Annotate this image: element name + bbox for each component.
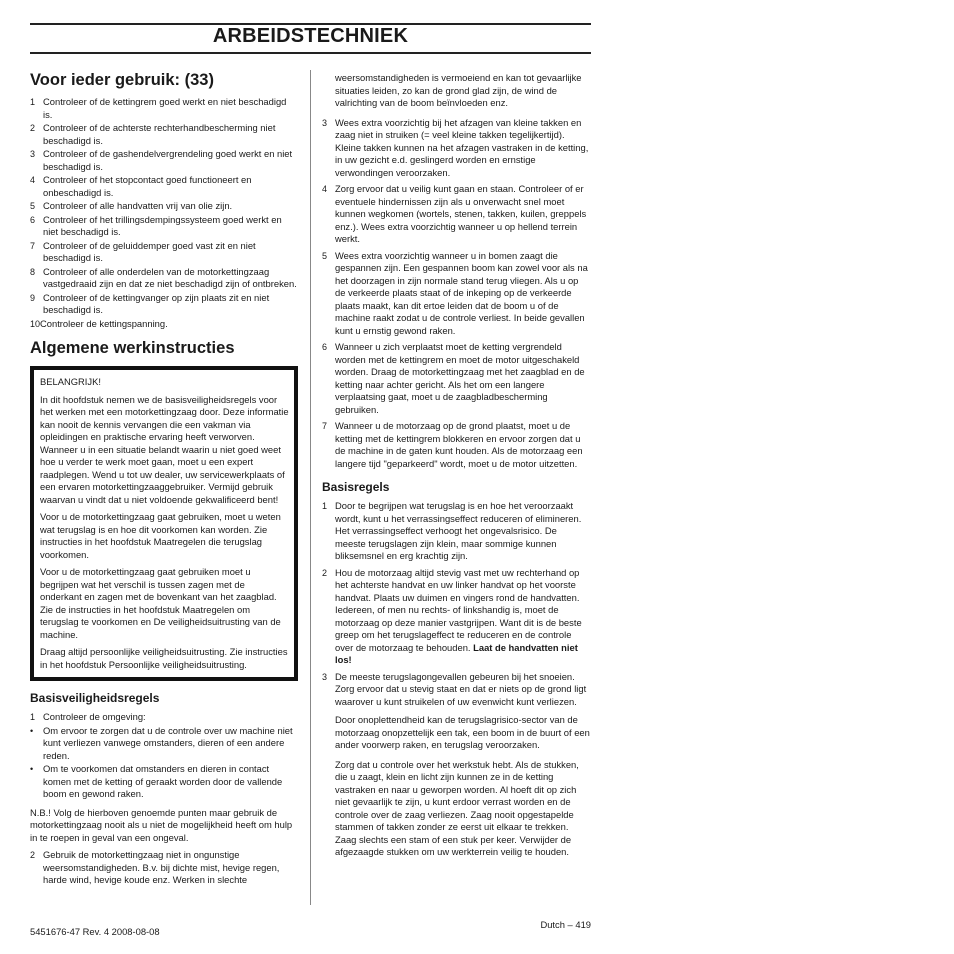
- nb-paragraph: N.B.! Volg de hierboven genoemde punten maar gebruik de motorkettingzaag nooit als u niet de mogelijkheid heeft om hulp in te roepen in geval van een ongeval.: [30, 806, 293, 843]
- subheading-basisregels: Basisregels: [322, 480, 390, 494]
- list-item: 6 Wanneer u zich verplaatst moet de ketting vergrendeld worden met de kettingrem en moet de motor uitgeschakeld worden. Draag de motorkettingzaag met het zaagblad en de ketting naar achter gericht. Als het om een langere verplaatsing gaat, moet u de zaagbladbescherming gebruiken.: [322, 341, 585, 415]
- important-notice-box: [30, 366, 298, 681]
- checklist: [30, 96, 298, 330]
- list-item: 3 Controleer of de gashendelvergrendeling goed werkt en niet beschadigd is.: [30, 148, 293, 172]
- list-item: 4 Controleer of het stopcontact goed functioneert en onbeschadigd is.: [30, 174, 252, 198]
- bullet-item: • Om te voorkomen dat omstanders en dieren in contact komen met de ketting of geraakt worden door de vallende boom en gewond raken.: [30, 763, 283, 799]
- list-item: 8 Controleer of alle onderdelen van de motorkettingzaag vastgedraaid zijn en dat ze niet beschadigd zijn of ontbreken.: [30, 265, 297, 289]
- list-item: 1 Door te begrijpen wat terugslag is en hoe het veroorzaakt wordt, kunt u het verrassingseffect reduceren of elimineren. Het verrassingseffect verhoogt het ongevalsrisico. De meeste terugslagen zijn klein, maar sommige kunnen bliksemsnel en erg krachtig zijn.: [322, 500, 582, 561]
- column-divider: [310, 70, 311, 905]
- list-item: 5 Controleer of alle handvatten vrij van olie zijn.: [30, 200, 233, 211]
- list-item: 4 Zorg ervoor dat u veilig kunt gaan en staan. Controleer of er eventuele hindernissen zijn als u onverwacht snel moet kunnen wegkomen (wortels, stenen, takken, kuilen, greppels enz.). Wees extra voorzichtig wanneer u op hellend terrein werkt.: [322, 183, 587, 244]
- paragraph: Zorg dat u controle over het werkstuk hebt. Als de stukken, die u zaagt, klein en licht zijn kunnen ze in de ketting vastraken en naar u geworpen worden. Al hoeft dit op zich niet gevaarlijk te zijn, u kunt erdoor verrast worden en de controle over de zaag verliezen. Zaag nooit opgestapelde stammen of takken zonder ze eerst uit elkaar te trekken. Zaag slechts een stam of een stuk per keer. Verwijder de afgezaagde stukken om uw werkterrein veilig te houden.: [335, 758, 579, 857]
- section-heading-voor-ieder-gebruik: Voor ieder gebruik: (33): [30, 71, 214, 89]
- bullet-item: • Om ervoor te zorgen dat u de controle over uw machine niet kunt verliezen vanwege omstanders, dieren of een andere reden.: [30, 724, 293, 761]
- important-paragraph: Draag altijd persoonlijke veiligheidsuitrusting. Zie instructies in het hoofdstuk Persoonlijke veiligheidsuitrusting.: [40, 646, 288, 670]
- header-rule-bottom: [30, 52, 591, 54]
- list-item: 2 Controleer of de achterste rechterhandbescherming niet beschadigd is.: [30, 122, 276, 146]
- list-item: 2 Gebruik de motorkettingzaag niet in ongunstige weersomstandigheden. B.v. bij dichte mist, hevige regen, harde wind, hevige koude enz. Werken in slechte: [30, 849, 280, 885]
- right-column: [322, 72, 590, 866]
- list-item: 3 Wees extra voorzichtig bij het afzagen van kleine takken en zaag niet in struiken (= veel kleine takken tegelijkertijd). Kleine takken kunnen na het afzagen vastraken in de ketting, in uw gezicht e.d. geslingerd worden en ernstige verwondingen veroorzaken.: [322, 116, 589, 178]
- list-item: 6 Controleer of het trillingsdempingssysteem goed werkt en niet beschadigd is.: [30, 213, 282, 237]
- list-item: 1 Controleer de omgeving:: [30, 711, 146, 722]
- bold-warning: Laat de handvatten niet los!: [335, 641, 578, 665]
- document-code: 5451676-47 Rev. 4 2008-08-08: [30, 926, 160, 937]
- subheading-basisveiligheidsregels: Basisveiligheidsregels: [30, 691, 160, 705]
- important-paragraph: In dit hoofdstuk nemen we de basisveiligheidsregels voor het werken met een motorkettingzaag door. Deze informatie kan nooit de kennis vervangen die een vakman via opleidingen en praktische ervaring heeft verworven. Wanneer u in een situatie belandt waarin u niet goed weet hoe u verder te werk moet gaan, moet u een expert raadplegen. Wend u tot uw dealer, uw servicewerkplaats of een ervaren motorkettingzaaggebruiker. Vermijd gebruik waarvan u vindt dat u niet voldoende gekwalificeerd bent!: [40, 393, 289, 505]
- continued-paragraph: weersomstandigheden is vermoeiend en kan tot gevaarlijke situaties leiden, zo kan de grond glad zijn, de wind de valrichting van de boom beïnvloeden enz.: [335, 72, 582, 108]
- list-item: 10 Controleer de kettingspanning.: [30, 317, 168, 329]
- list-item: 1 Controleer of de kettingrem goed werkt en niet beschadigd is.: [30, 96, 287, 120]
- list-item: 3 De meeste terugslagongevallen gebeuren bij het snoeien. Zorg ervoor dat u stevig staat en dat er niets op de grond ligt waarover u kunt struikelen of uw evenwicht kunt verliezen.: [322, 670, 587, 707]
- list-item: 2 Hou de motorzaag altijd stevig vast met uw rechterhand op het achterste handvat en uw linker handvat op het voorste handvat. Plaats uw duimen en vingers rond de handvatten. Iedereen, of men nu rechts- of linkshandig is, moet de motorzaag op deze manier vastgrijpen. Want dit is de beste greep om het terugslageffect te reduceren en de controle over de motorzaag te behouden. Laat de handvatten niet los!: [322, 566, 582, 665]
- important-paragraph: Voor u de motorkettingzaag gaat gebruiken, moet u weten wat terugslag is en hoe dit voorkomen kan worden. Zie instructies in het hoofdstuk Maatregelen die terugslag voorkomen.: [40, 511, 281, 560]
- page-number: Dutch – 419: [540, 919, 591, 930]
- paragraph: Door onoplettendheid kan de terugslagrisico-sector van de motorzaag onopzettelijk een tak, een boom in de buurt of een ander voorwerp raken, en terugslag veroorzaken.: [335, 714, 590, 750]
- list-item: 9 Controleer of de kettingvanger op zijn plaats zit en niet beschadigd is.: [30, 291, 270, 315]
- section-heading-algemene-werkinstructies: Algemene werkinstructies: [30, 339, 235, 357]
- left-column: [30, 70, 298, 888]
- list-item: 7 Wanneer u de motorzaag op de grond plaatst, moet u de ketting met de kettingrem blokkeren en ervoor zorgen dat u de machine in de gaten kunt houden. Als de motorzaag een langere tijd "geparkeerd" wordt, moet u de motor uitzetten.: [322, 420, 583, 469]
- important-label: BELANGRIJK!: [40, 376, 101, 387]
- list-item: 5 Wees extra voorzichtig wanneer u in bomen zaagt die gespannen zijn. Een gespannen boom kan zowel voor als na het doorzagen in zijn normale stand terug vliegen. Als u op de verkeerde plaats staat of de inkeping op de verkeerde plaats maakt, kan dit ertoe leiden dat de boom u of de machine raakt zodat u de controle verliest. In beide gevallen kunt u ernstig gewond raken.: [322, 249, 588, 336]
- important-paragraph: Voor u de motorkettingzaag gaat gebruiken moet u begrijpen wat het verschil is tussen zagen met de onderkant en zagen met de bovenkant van het zaagblad. Zie de instructies in het hoofdstuk Maatregelen om terugslag te voorkomen en De veiligheidsuitrusting van de machine.: [40, 566, 281, 640]
- list-item: 7 Controleer of de geluiddemper goed vast zit en niet beschadigd is.: [30, 239, 256, 263]
- page-title: ARBEIDSTECHNIEK: [212, 25, 409, 47]
